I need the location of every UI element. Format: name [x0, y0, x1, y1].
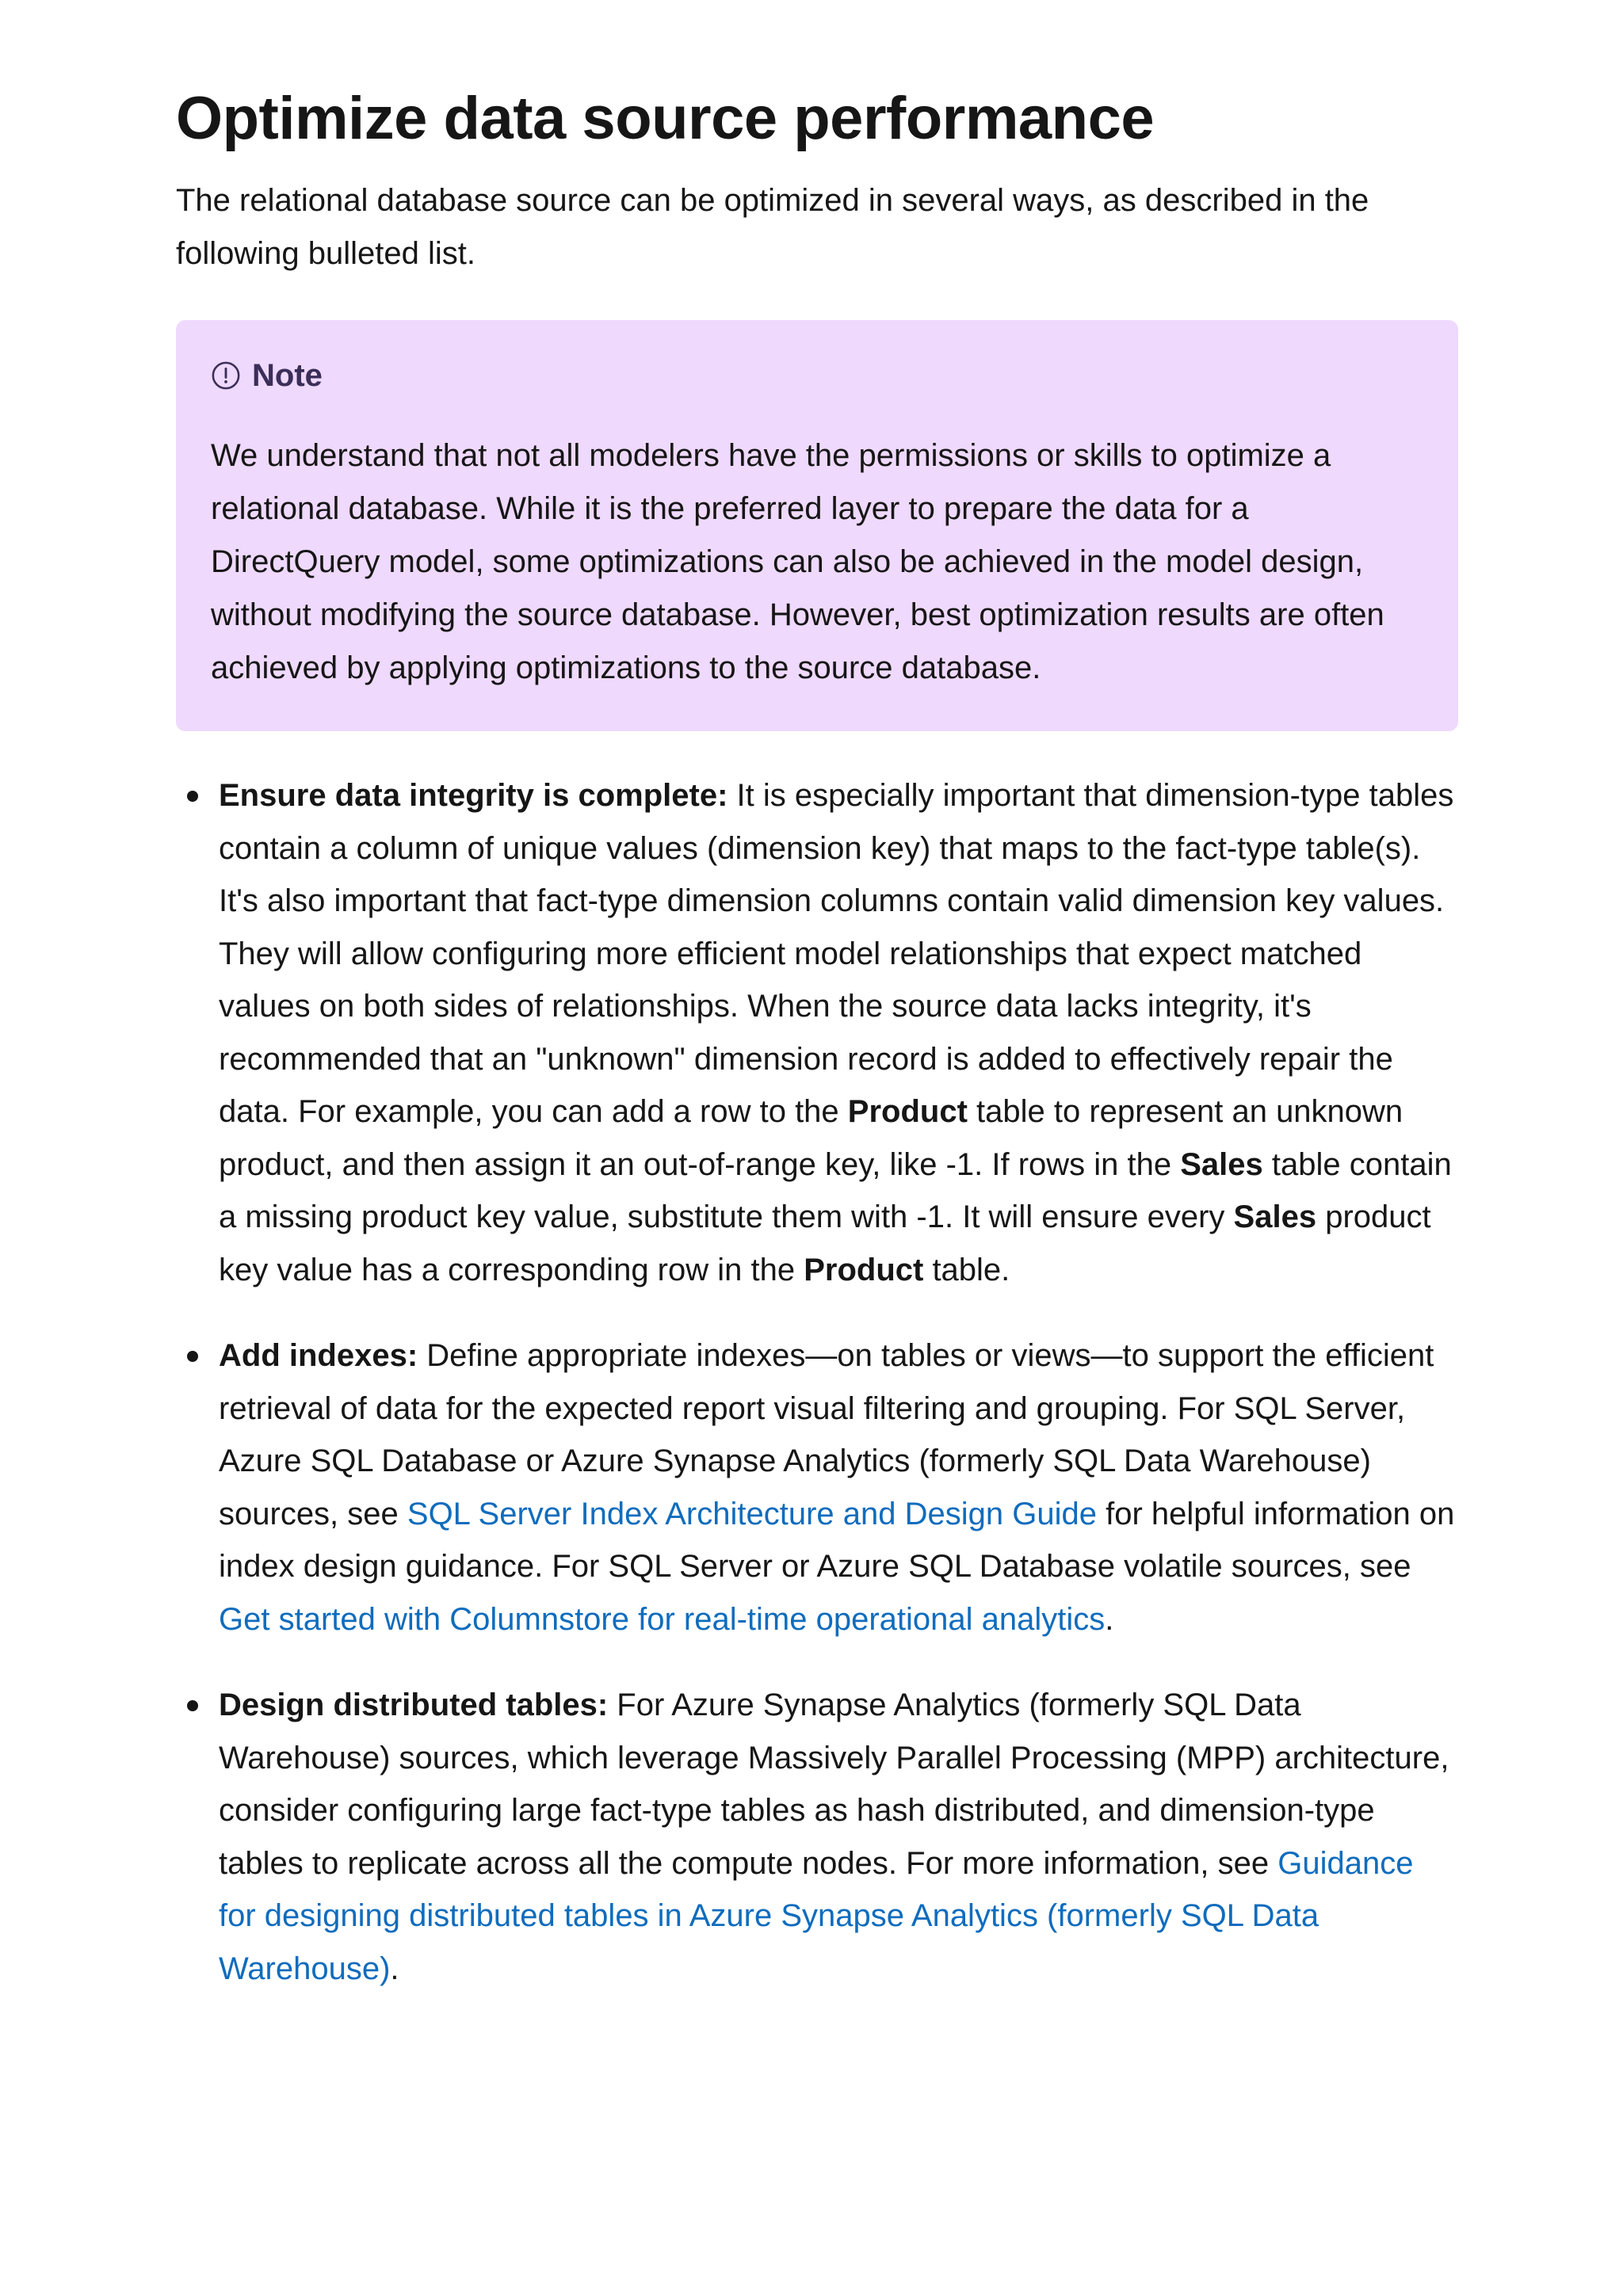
optimization-list	[176, 769, 1458, 1995]
link-distributed-tables-guidance[interactable]: Guidance for designing distributed tables in Azure Synapse Analytics (formerly SQL Data Warehouse)	[219, 1845, 1414, 1986]
info-circle-icon	[211, 360, 241, 391]
bullet-dot	[187, 1351, 198, 1362]
bullet-dot	[187, 791, 198, 802]
link-columnstore-analytics[interactable]: Get started with Columnstore for real-time operational analytics	[219, 1601, 1106, 1637]
list-item-text: Define appropriate indexes—on tables or views—to support the efficient retrieval of data for the expected report visual filtering and grouping. For SQL Server, Azure SQL Database or Azure Synapse Analytics (formerly SQL Data Warehouse) sources, see	[219, 1338, 1434, 1531]
note-body: We understand that not all modelers have the permissions or skills to optimize a relational database. While it is the preferred layer to prepare the data for a DirectQuery model, some optimizations can also be achieved in the model design, without modifying the source database. However, best optimization results are often achieved by applying optimizations to the source database.	[211, 438, 1384, 685]
bullet-dot	[187, 1700, 198, 1711]
list-item-title: Add indexes:	[219, 1338, 418, 1373]
bold-term-sales: Sales	[1180, 1146, 1263, 1182]
list-item-add-indexes	[219, 1329, 1458, 1646]
list-item-text: table contain a missing product key value, substitute them with -1. It will ensure every	[219, 1146, 1452, 1234]
note-callout	[176, 320, 1458, 731]
list-item-text: table to represent an unknown product, and then assign it an out-of-range key, like -1. If rows in the	[219, 1094, 1403, 1182]
list-item-text: It is especially important that dimension-type tables contain a column of unique values (dimension key) that maps to the fact-type table(s). It's also important that fact-type dimension columns contain valid dimension key values. They will allow configuring more efficient model relationships that expect matched values on both sides of relationships. When the source data lacks integrity, it's recommended that an "unknown" dimension record is added to effectively repair the data. For example, you can add a row to the	[219, 778, 1454, 1129]
list-item-title: Ensure data integrity is complete:	[219, 778, 728, 813]
list-item-distributed-tables	[219, 1679, 1458, 1995]
list-item-text: product key value has a corresponding row in the	[219, 1199, 1431, 1287]
list-item-data-integrity	[219, 769, 1458, 1296]
note-heading	[211, 352, 1423, 399]
bold-term-product: Product	[804, 1252, 924, 1287]
list-item-text: For Azure Synapse Analytics (formerly SQL Data Warehouse) sources, which leverage Massively Parallel Processing (MPP) architecture, consider configuring large fact-type tables as hash distributed, and dimension-type tables to replicate across all the compute nodes. For more information, see	[219, 1688, 1449, 1881]
note-title: Note	[252, 358, 323, 393]
list-item-title: Design distributed tables:	[219, 1688, 609, 1722]
list-item-text: .	[1105, 1601, 1114, 1637]
list-item-text: table.	[923, 1252, 1010, 1287]
bold-term-sales: Sales	[1233, 1199, 1317, 1234]
bold-term-product: Product	[847, 1094, 968, 1129]
page-title: Optimize data source performance	[176, 85, 1155, 152]
intro-paragraph: The relational database source can be optimized in several ways, as described in the following bulleted list.	[176, 183, 1369, 271]
link-index-design-guide[interactable]: SQL Server Index Architecture and Design Guide	[407, 1496, 1097, 1531]
list-item-text: for helpful information on index design guidance. For SQL Server or Azure SQL Database volatile sources, see	[219, 1496, 1455, 1584]
list-item-text: .	[390, 1951, 399, 1986]
